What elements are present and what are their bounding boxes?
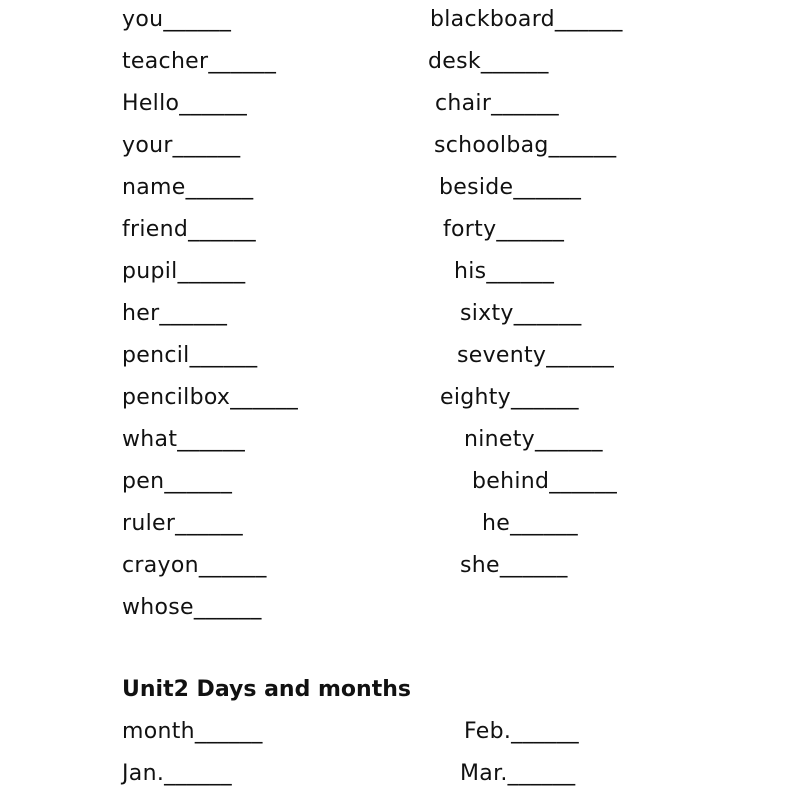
vocab-item-jan: Jan.______ (122, 761, 232, 786)
vocab-item-ninety: ninety______ (464, 427, 603, 452)
vocab-item-ruler: ruler______ (122, 511, 243, 536)
vocab-item-beside: beside______ (439, 175, 582, 200)
vocab-item-sixty: sixty______ (460, 301, 582, 326)
vocab-item-pen: pen______ (122, 469, 233, 494)
vocab-item-feb: Feb.______ (464, 719, 579, 744)
vocab-item-pencilbox: pencilbox______ (122, 385, 299, 410)
vocab-item-schoolbag: schoolbag______ (434, 133, 617, 158)
vocab-item-crayon: crayon______ (122, 553, 267, 578)
vocab-item-pencil: pencil______ (122, 343, 258, 368)
section-heading-unit2: Unit2 Days and months (122, 677, 411, 702)
vocab-item-her: her______ (122, 301, 228, 326)
vocab-item-seventy: seventy______ (457, 343, 615, 368)
vocab-item-chair: chair______ (435, 91, 559, 116)
vocab-item-your: your______ (122, 133, 241, 158)
vocab-item-she: she______ (460, 553, 568, 578)
vocab-item-month: month______ (122, 719, 263, 744)
vocab-item-desk: desk______ (428, 49, 549, 74)
vocab-item-hello: Hello______ (122, 91, 248, 116)
vocab-item-mar: Mar.______ (460, 761, 576, 786)
vocab-item-name: name______ (122, 175, 254, 200)
vocab-item-friend: friend______ (122, 217, 256, 242)
vocab-item-eighty: eighty______ (440, 385, 579, 410)
vocab-item-behind: behind______ (472, 469, 618, 494)
vocab-item-teacher: teacher______ (122, 49, 277, 74)
vocab-item-his: his______ (454, 259, 555, 284)
vocab-item-pupil: pupil______ (122, 259, 246, 284)
vocab-item-whose: whose______ (122, 595, 262, 620)
vocab-item-he: he______ (482, 511, 578, 536)
vocab-item-blackboard: blackboard______ (430, 7, 623, 32)
vocab-item-what: what______ (122, 427, 246, 452)
vocab-item-you: you______ (122, 7, 232, 32)
vocab-item-forty: forty______ (443, 217, 565, 242)
